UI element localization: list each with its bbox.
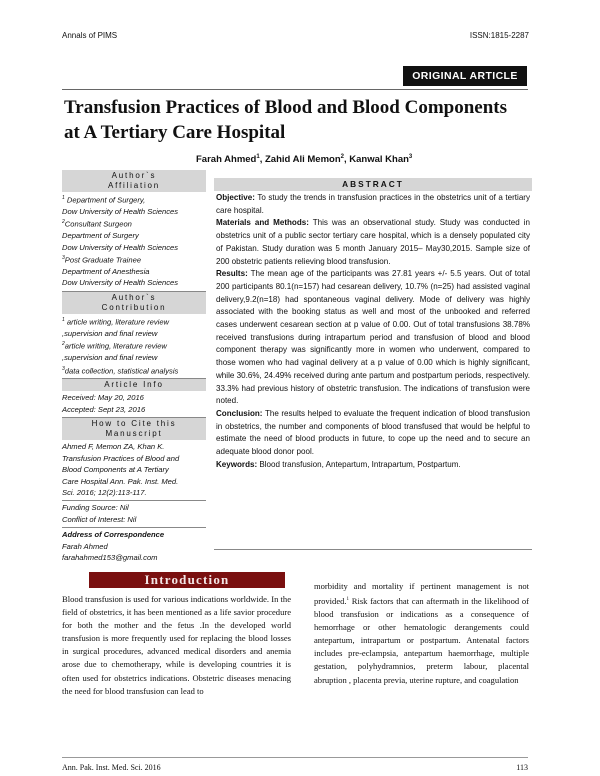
affiliation-text: Dow University of Health Sciences	[62, 242, 179, 252]
contribution-header	[62, 292, 206, 314]
header-rule	[62, 89, 528, 90]
affiliation-line	[62, 206, 206, 217]
correspondence-header: Address of Correspondence	[62, 530, 165, 540]
affiliation-text: Department of Surgery	[62, 231, 139, 241]
contribution-line	[62, 315, 206, 328]
intro-column-1	[62, 593, 291, 698]
accepted-date: Accepted: Sept 23, 2016	[62, 404, 146, 414]
contribution-text: ,supervision and final review	[62, 328, 158, 338]
affiliation-sup: 1	[62, 195, 65, 201]
abstract-objective	[216, 192, 530, 217]
contribution-text: ,supervision and final review	[62, 353, 158, 363]
received-date: Received: May 20, 2016	[62, 393, 144, 403]
author-name: Kanwal Khan	[349, 154, 409, 166]
contribution-text: data collection, statistical analysis	[64, 366, 179, 376]
title-line-2: at A Tertiary Care Hospital	[64, 122, 286, 143]
affiliation-text: Dow University of Health Sciences	[62, 206, 179, 216]
article-dates	[62, 391, 206, 418]
objective-label: Objective:	[216, 193, 255, 202]
contribution-list	[62, 314, 206, 380]
contribution-sup: 1	[62, 316, 65, 323]
article-title	[64, 95, 534, 145]
author-name: Zahid Ali Memon	[264, 154, 341, 166]
methods-label: Materials and Methods:	[216, 218, 309, 228]
contribution-line	[62, 364, 206, 377]
issn: ISSN:1815-2287	[469, 31, 529, 40]
affiliation-line	[62, 253, 206, 266]
author-sup: 3	[408, 154, 413, 160]
citation-line: Transfusion Practices of Blood and	[62, 453, 180, 463]
affiliation-line	[62, 277, 206, 288]
affiliation-text: Dow University of Health Sciences	[62, 278, 179, 288]
correspondence-name: Farah Ahmed	[62, 541, 108, 551]
methods-text: This was an observational study. Study was conducted in obstetrics unit of a public sector tertiary care hospital, which is a densely populated city of Pakistan. Study duration was 5 month January 2015– May30,2015. Sample size of 200 obstetric patients relieving blood transfusion.	[216, 218, 530, 266]
abstract-methods	[216, 217, 530, 268]
footer-journal: Ann. Pak. Inst. Med. Sci. 2016	[62, 763, 161, 772]
cite-header-line: How to Cite this	[91, 419, 177, 429]
contribution-text: article writing, literature review	[64, 341, 167, 351]
affiliation-line	[62, 230, 206, 241]
contribution-line	[62, 352, 206, 363]
cite-header-line: Manuscript	[105, 429, 163, 439]
affiliation-header-line: Affiliation	[107, 181, 161, 190]
affiliation-text: Department of Anesthesia	[62, 267, 150, 277]
citation-line: Blood Components at A Tertiary	[62, 465, 169, 475]
results-label: Results:	[216, 269, 248, 279]
abstract-conclusion	[216, 408, 530, 459]
affiliation-header-line: Author`s	[111, 171, 157, 180]
abstract-body	[216, 192, 530, 471]
intro-paragraph	[314, 580, 529, 687]
article-type-badge: ORIGINAL ARTICLE	[403, 66, 527, 86]
title-line-1: Transfusion Practices of Blood and Blood Components	[64, 97, 508, 118]
objective-text: To study the trends in transfusion practices in the obstetrics unit of a tertiary care hospital.	[216, 193, 530, 215]
intro-column-2	[314, 580, 529, 687]
affiliation-line	[62, 266, 206, 277]
author-name: Farah Ahmed	[196, 154, 257, 166]
citation-sup: 1	[346, 597, 350, 603]
conflict-of-interest: Conflict of Interest: Nil	[62, 514, 137, 524]
keywords-label: Keywords:	[216, 459, 258, 469]
affiliation-sup: 3	[62, 255, 65, 262]
affiliation-text: Consultant Surgeon	[64, 219, 132, 229]
funding-conflict	[62, 501, 206, 528]
contribution-text: article writing, literature review	[66, 317, 170, 327]
citation-line: Sci. 2016; 12(2):113-117.	[62, 487, 147, 497]
intro-text: morbidity and mortality if pertinent management is not provided.	[314, 581, 529, 606]
article-info-header: Article Info	[62, 379, 206, 391]
cite-header	[62, 418, 206, 440]
author-list: Farah Ahmed$^1$, Zahid Ali Memon$^2$, Kanwal Khan$^3$	[196, 154, 413, 166]
results-text: The mean age of the participants was 27.81 years +/- 5.5 years. Out of total 200 participants 80.1(n=157) had cesarean delivery, 10.7% (n=25) had assisted vaginal delivery,9.2(n=18) had spontaneous vaginal delivery. Mode of delivery was highly associated with the booking status as well and most of the unbooked and referred cases underwent cesarean section at p value of 0.00. Out of total transfusions 38.78% received transfusions during intrapartum period and transfusion of blood and blood component therapy was significantly more in women who underwent, compared to those women who had vaginal delivery at a p value of 0.00 which is highly significant, while 30.6%, 24.49% received during ante partum and postpartum periods, respectively. 33.3% had previous history of obstetric transfusion. The indications of transfusion were noted.	[216, 269, 531, 406]
affiliation-line	[62, 217, 206, 230]
page-number: 113	[516, 763, 528, 772]
intro-paragraph: Blood transfusion is used for various indications worldwide. In the field of obstetrics, it has been mentioned as a life savior procedure for both the mother and the fetus .In the developed world transfusion is more frequently used for replacing the blood losses in surgical procedures, advanced medical disorders and anemia arose due to chemotherapy, while is developing countries it is often used for obstetrics indications. Obstetric diseases menacing the need for blood transfusion can lead to	[62, 594, 291, 696]
author-sup: 2	[340, 154, 344, 160]
abstract-results	[216, 268, 530, 408]
affiliation-header	[62, 170, 206, 192]
affiliation-sup: 2	[62, 219, 65, 226]
contribution-sup: 2	[62, 341, 65, 348]
abstract-keywords	[216, 459, 530, 472]
citation-line: Ahmed F, Memon ZA, Khan K.	[62, 442, 165, 452]
abstract-header: ABSTRACT	[214, 178, 532, 191]
affiliation-line	[62, 242, 206, 253]
contribution-line	[62, 328, 206, 339]
affiliation-text: Department of Surgery,	[66, 195, 146, 205]
keywords-text: Blood transfusion, Antepartum, Intrapartum, Postpartum.	[259, 459, 461, 469]
intro-text: Risk factors that can aftermath in the likelihood of blood transfusion or indications as a consequence of hemorrhage or other hematologic derangements could antepartum, intrapartum or postpartum. Antenatal factors includes pre-eclampsia, antepartum haemorrhage, multiple gestation, polyhydramnios, preterm labour, placental abruption , placenta previa, uterine rupture, and coagulation	[314, 595, 529, 685]
affiliation-line	[62, 193, 206, 206]
footer-rule	[62, 757, 528, 758]
correspondence	[62, 528, 206, 563]
citation	[62, 440, 206, 501]
article-sidebar	[62, 170, 206, 563]
abstract-rule	[214, 549, 532, 550]
funding-source: Funding Source: Nil	[62, 503, 129, 513]
author-sup: 1	[256, 154, 260, 160]
conclusion-text: The results helped to evaluate the frequent indication of blood transfusion in obstetrics, the number and components of blood transfused that would be helpful to estimate the need of blood products in future, to cope up the need and to secure an adequate blood donor pool.	[216, 408, 531, 457]
contribution-sup: 3	[62, 365, 65, 372]
citation-line: Care Hospital Ann. Pak. Inst. Med.	[62, 476, 179, 486]
contribution-header-line: Contribution	[101, 302, 167, 312]
introduction-header: Introduction	[89, 572, 285, 588]
contribution-header-line: Author`s	[111, 292, 157, 302]
affiliation-text: Post Graduate Trainee	[64, 255, 142, 265]
conclusion-label: Conclusion:	[216, 408, 263, 418]
journal-name: Annals of PIMS	[62, 31, 118, 40]
contribution-line	[62, 339, 206, 352]
correspondence-email: farahahmed153@gmail.com	[62, 552, 158, 562]
affiliation-list	[62, 192, 206, 292]
